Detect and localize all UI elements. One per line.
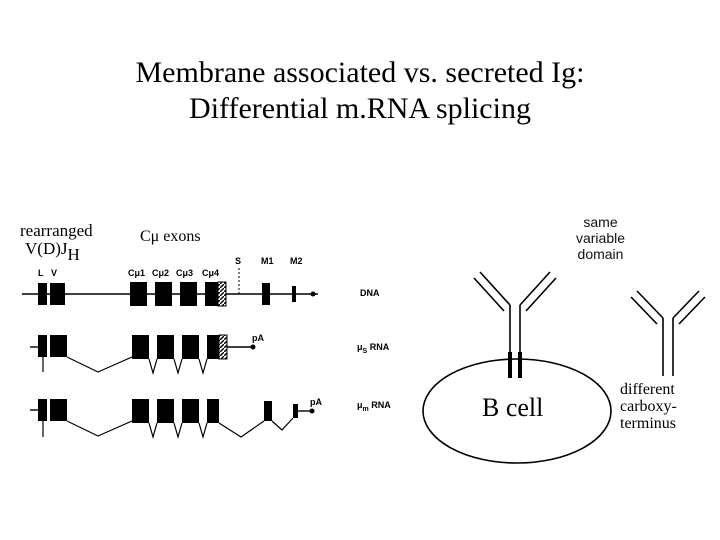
mu-s-sub: S: [362, 347, 368, 355]
dna-exon-cmu1: [130, 282, 147, 306]
mum-splice-cmu1-cmu2: [149, 423, 157, 437]
mus-splice-v-cmu1: [67, 357, 132, 372]
svd-line-2: variable: [575, 230, 626, 246]
dna-row: [22, 268, 318, 306]
dna-exon-cmu3: [180, 282, 197, 306]
mu-m-sub: m: [362, 405, 369, 413]
mum-splice-cmu2-cmu3: [174, 423, 182, 437]
exon-label-m1: M1: [261, 256, 274, 266]
dna-exon-m1: [262, 283, 270, 305]
exon-label-cmu2: Cμ2: [152, 268, 170, 278]
mus-exon-cmu3: [182, 335, 199, 359]
dna-exon-m2: [292, 286, 296, 302]
transmembrane-anchor-left: [508, 352, 512, 378]
exon-label-cmu3: Cμ3: [176, 268, 194, 278]
mu-s-suffix: RNA: [369, 342, 390, 352]
secreted-antibody: [631, 291, 705, 376]
dna-exon-cmu4: [205, 282, 218, 306]
mus-exon-cmu1: [132, 335, 149, 359]
mum-exon-m1: [264, 401, 272, 421]
rearranged-label: rearranged: [20, 221, 93, 240]
mu-m-rna-row: [30, 399, 315, 437]
mum-splice-m1-m2: [272, 418, 293, 430]
mum-exon-cmu2: [157, 399, 174, 423]
mus-exon-s: [219, 335, 227, 359]
row-label-dna: DNA: [360, 288, 380, 298]
mu-m-suffix: RNA: [371, 400, 391, 410]
mus-exon-cmu4: [207, 335, 219, 359]
dna-exon-v: [50, 283, 65, 305]
mum-splice-cmu3-cmu4: [199, 423, 207, 437]
title-line-1: Membrane associated vs. secreted Ig:: [135, 56, 585, 89]
mum-exon-cmu4: [207, 399, 219, 423]
mum-exon-l: [38, 399, 47, 421]
c-mu-exons-label: Cμ exons: [140, 228, 201, 245]
vdj-subscript: H: [67, 245, 80, 264]
mu-m-prefix: μ: [357, 400, 363, 410]
svd-line-1: same: [583, 214, 618, 230]
mus-splice-cmu3-cmu4: [199, 359, 207, 373]
exon-label-l: L: [38, 268, 44, 278]
dna-exon-s: [218, 282, 226, 306]
dct-line-3: terminus: [620, 415, 676, 432]
mum-exon-cmu1: [132, 399, 149, 423]
b-cell-label: B cell: [482, 393, 544, 422]
title-line-2: Differential m.RNA splicing: [189, 92, 531, 125]
mum-exon-v: [50, 399, 67, 421]
mum-exon-m2: [293, 404, 298, 418]
exon-label-v: V: [51, 268, 58, 278]
vdj-main: V(D)J: [25, 239, 68, 258]
svd-line-3: domain: [577, 246, 624, 262]
dna-end-dot: [311, 292, 316, 297]
mus-exon-v: [50, 335, 67, 357]
exon-label-s: S: [235, 256, 242, 266]
mum-polya-dot: [310, 409, 315, 414]
polya-label-membrane: pA: [310, 397, 322, 407]
polya-label-secreted: pA: [252, 333, 264, 343]
exon-label-m2: M2: [290, 256, 303, 266]
mum-exon-cmu3: [182, 399, 199, 423]
same-variable-domain-label: [548, 214, 653, 262]
exon-label-cmu1: Cμ1: [128, 268, 146, 278]
different-carboxy-terminus-label: [620, 381, 677, 432]
dct-line-2: carboxy-: [620, 398, 677, 415]
mus-polya-dot: [251, 345, 256, 350]
mu-s-prefix: μ: [357, 342, 363, 352]
mum-splice-cmu4-m1: [219, 421, 264, 437]
dct-line-1: different: [620, 381, 675, 398]
mu-s-rna-row: [30, 335, 256, 373]
transmembrane-anchor-right: [518, 352, 522, 378]
mum-splice-v-cmu1: [67, 421, 132, 436]
dna-exon-cmu2: [155, 282, 172, 306]
mus-exon-l: [38, 335, 47, 357]
mus-splice-cmu1-cmu2: [149, 359, 157, 373]
exon-label-cmu4: Cμ4: [202, 268, 220, 278]
dna-exon-l: [38, 283, 47, 305]
mus-exon-cmu2: [157, 335, 174, 359]
mus-splice-cmu2-cmu3: [174, 359, 182, 373]
